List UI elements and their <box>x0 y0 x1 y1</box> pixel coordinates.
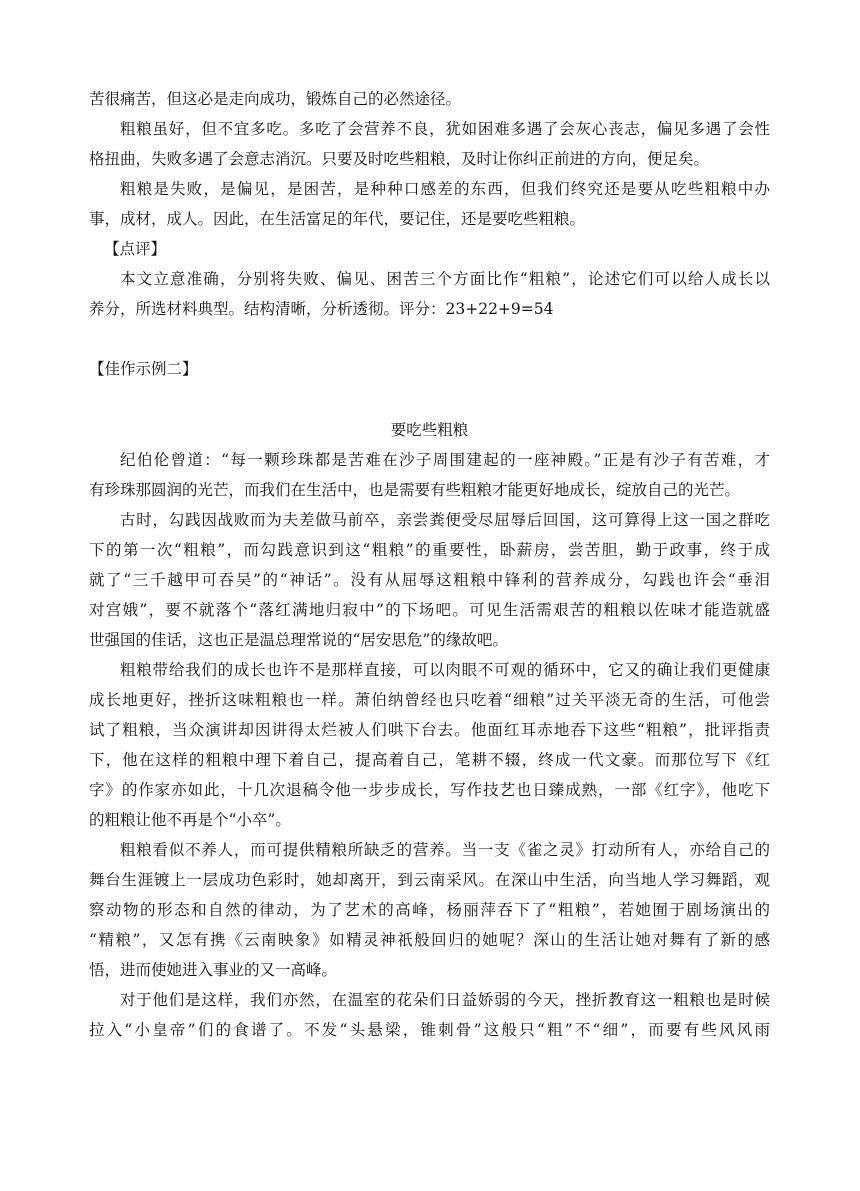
text-line: 对宫娥”，要不就落个“落红满地归寂中”的下场吧。可见生活需艰苦的粗粮以佐味才能造就盛 <box>89 601 770 619</box>
text-line: 拉入“小皇帝”们的食谱了。不发“头悬梁，锥刺骨”这般只“粗”不“细”，而要有些风风雨 <box>89 1021 770 1039</box>
essay-paragraph-2 <box>89 505 770 655</box>
text-line: 纪伯伦曾道：“每一颗珍珠都是苦难在沙子周围建起的一座神殿。”正是有沙子有苦难，才 <box>120 451 770 469</box>
text-line: 有珍珠那圆润的光芒，而我们在生活中，也是需要有些粗粮才能更好地成长，绽放自己的光芒。 <box>89 481 741 499</box>
text-line: 察动物的形态和自然的律动，为了艺术的高峰，杨丽萍吞下了“粗粮”，若她囿于剧场演出的 <box>89 901 770 919</box>
paragraph-conclusion <box>89 174 770 234</box>
text-line: 粗粮看似不养人，而可提供精粮所缺乏的营养。当一支《雀之灵》打动所有人，亦给自己的 <box>120 841 770 859</box>
text-line: 粗粮带给我们的成长也许不是那样直接，可以肉眼不可观的循环中，它又的确让我们更健康 <box>120 661 770 679</box>
text-line: 养分，所选材料典型。结构清晰，分析透彻。评分：23+22+9=54 <box>89 300 554 318</box>
paragraph-comment <box>89 264 770 324</box>
text-line: 的粗粮让他不再是个“小卒”。 <box>89 811 291 829</box>
paragraph-ending <box>89 84 770 114</box>
text-line: 世强国的佳话，这也正是温总理常说的“居安思危”的缘故吧。 <box>89 631 508 649</box>
document-page <box>89 84 770 1045</box>
essay-paragraph-5 <box>89 985 770 1045</box>
comment-heading: 【点评】 <box>104 240 167 258</box>
text-line: 就了“三千越甲可吞吴”的“神话”。没有从屈辱这粗粮中锋利的营养成分，勾践也许会“垂泪 <box>89 571 770 589</box>
text-line: 下的第一次“粗粮”，而勾践意识到这“粗粮”的重要性，卧薪房，尝苦胆，勤于政事，终于成 <box>89 541 770 559</box>
section-heading: 【佳作示例二】 <box>89 360 198 378</box>
text-line: 舞台生涯镀上一层成功色彩时，她却离开，到云南采风。在深山中生活，向当地人学习舞蹈，观 <box>89 871 770 889</box>
text-line: 格扭曲，失败多遇了会意志消沉。只要及时吃些粗粮，及时让你纠正前进的方向，便足矣。 <box>89 150 710 168</box>
text-line: 苦很痛苦，但这必是走向成功，锻炼自己的必然途径。 <box>89 90 462 108</box>
paragraph-moderation <box>89 114 770 174</box>
text-line: 本文立意准确，分别将失败、偏见、困苦三个方面比作“粗粮”，论述它们可以给人成长以 <box>120 270 770 288</box>
essay-paragraph-4 <box>89 835 770 985</box>
text-line: 对于他们是这样，我们亦然，在温室的花朵们日益娇弱的今天，挫折教育这一粗粮也是时候 <box>120 991 770 1009</box>
text-line: 悟，进而使她进入事业的又一高峰。 <box>89 961 338 979</box>
text-line: 试了粗粮，当众演讲却因讲得太烂被人们哄下台去。他面红耳赤地吞下这些“粗粮”，批评指责 <box>89 721 770 739</box>
essay-paragraph-1 <box>89 445 770 505</box>
essay-paragraph-3 <box>89 655 770 835</box>
text-line: 下，他在这样的粗粮中理下着自己，提高着自己，笔耕不辍，终成一代文豪。而那位写下《红 <box>89 751 770 769</box>
text-line: 事，成材，成人。因此，在生活富足的年代，要记住，还是要吃些粗粮。 <box>89 210 586 228</box>
essay-title: 要吃些粗粮 <box>390 421 469 439</box>
text-line: “精粮”，又怎有携《云南映象》如精灵神祇般回归的她呢？深山的生活让她对舞有了新的感 <box>89 931 770 949</box>
text-line: 字》的作家亦如此，十几次退稿令他一步步成长，写作技艺也日臻成熟，一部《红字》，他吃下 <box>89 781 770 799</box>
text-line: 古时，勾践因战败而为夫差做马前卒，亲尝粪便受尽屈辱后回国，这可算得上这一国之群吃 <box>120 511 770 529</box>
text-line: 粗粮是失败，是偏见，是困苦，是种种口感差的东西，但我们终究还是要从吃些粗粮中办 <box>120 180 770 198</box>
text-line: 粗粮虽好，但不宜多吃。多吃了会营养不良，犹如困难多遇了会灰心丧志，偏见多遇了会性 <box>120 120 770 138</box>
text-line: 成长地更好，挫折这味粗粮也一样。萧伯纳曾经也只吃着“细粮”过关平淡无奇的生活，可他尝 <box>89 691 770 709</box>
